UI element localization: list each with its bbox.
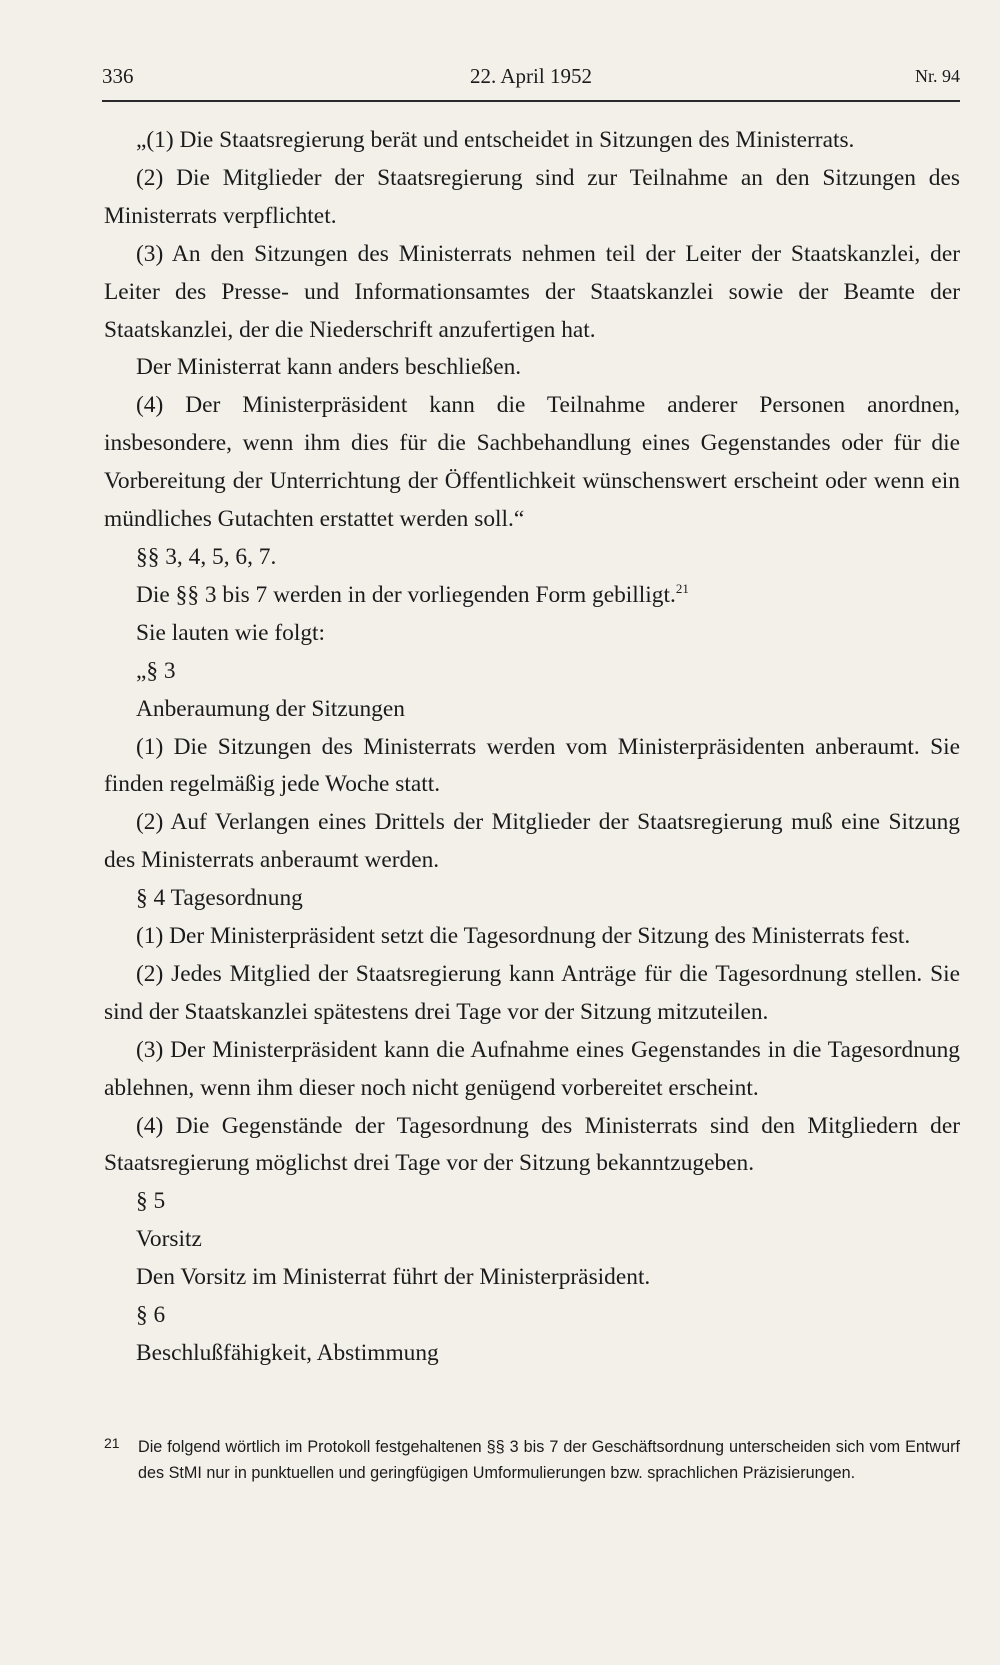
paragraph: „(1) Die Staatsregierung berät und entscheidet in Sitzungen des Ministerrats. — [136, 127, 855, 153]
paragraph: (3) Der Ministerpräsident kann die Aufnahme eines Gegenstandes in die Tagesordnung ablehnen, wenn ihm dieser noch nicht genügend vorbereitet erscheint. — [104, 1036, 960, 1101]
paragraph — [104, 577, 960, 615]
paragraph: (4) Die Gegenstände der Tagesordnung des Ministerrats sind den Mitgliedern der Staatsregierung möglichst drei Tage vor der Sitzung bekanntzugeben. — [104, 1112, 960, 1177]
paragraph: (2) Jedes Mitglied der Staatsregierung kann Anträge für die Tagesordnung stellen. Sie sind der Staatskanzlei spätestens drei Tage vor der Sitzung mitzuteilen. — [104, 960, 960, 1025]
section-heading: § 6 — [136, 1302, 166, 1329]
section-title: Vorsitz — [136, 1226, 202, 1253]
paragraph: (3) An den Sitzungen des Ministerrats nehmen teil der Leiter der Staatskanzlei, der Leiter des Presse- und Informationsamtes der Staatskanzlei sowie der Beamte der Staatskanzlei, der die Niederschrift anzufertigen hat. — [104, 240, 960, 343]
footnote — [104, 1434, 960, 1486]
paragraph: (2) Die Mitglieder der Staatsregierung sind zur Teilnahme an den Sitzungen des Ministerrats verpflichtet. — [104, 164, 960, 229]
footnote-text: Die folgend wörtlich im Protokoll festgehaltenen §§ 3 bis 7 der Geschäftsordnung unterscheiden sich vom Entwurf des StMI nur in punktuellen und geringfügigen Umformulierungen bzw. sprachlichen Präzisierungen. — [138, 1438, 960, 1482]
paragraph: (2) Auf Verlangen eines Drittels der Mitglieder der Staatsregierung muß eine Sitzung des Ministerrats anberaumt werden. — [104, 809, 960, 874]
section-title: Anberaumung der Sitzungen — [136, 695, 405, 722]
paragraph: Den Vorsitz im Ministerrat führt der Ministerpräsident. — [136, 1264, 651, 1291]
running-header — [102, 60, 960, 102]
paragraph: Der Ministerrat kann anders beschließen. — [136, 354, 522, 381]
section-heading: „§ 3 — [136, 657, 176, 684]
paragraph: (1) Die Sitzungen des Ministerrats werden vom Ministerpräsidenten anberaumt. Sie finden regelmäßig jede Woche statt. — [104, 733, 960, 798]
section-title: Beschlußfähigkeit, Abstimmung — [136, 1340, 439, 1366]
section-heading: § 4 Tagesordnung — [136, 885, 303, 912]
section-heading: § 5 — [136, 1188, 166, 1215]
page-number: 336 — [102, 64, 134, 88]
header-date: 22. April 1952 — [470, 64, 592, 88]
footnote-number: 21 — [104, 1435, 120, 1451]
footnote-reference[interactable]: 21 — [675, 581, 689, 597]
paragraph: §§ 3, 4, 5, 6, 7. — [136, 543, 277, 570]
main-text — [104, 122, 960, 1373]
issue-number: Nr. 94 — [915, 66, 960, 86]
paragraph: Sie lauten wie folgt: — [136, 619, 326, 646]
paragraph-text: Die §§ 3 bis 7 werden in der vorliegenden Form gebilligt. — [136, 581, 676, 608]
paragraph: (4) Der Ministerpräsident kann die Teilnahme anderer Personen anordnen, insbesondere, wenn ihm dies für die Sachbehandlung eines Gegenstandes oder für die Vorbereitung der Unterrichtung der Öffentlichkeit wünschenswert erscheint oder wenn ein mündliches Gutachten erstattet werden soll.“ — [104, 392, 960, 533]
paragraph: (1) Der Ministerpräsident setzt die Tagesordnung der Sitzung des Ministerrats fest. — [136, 923, 911, 950]
